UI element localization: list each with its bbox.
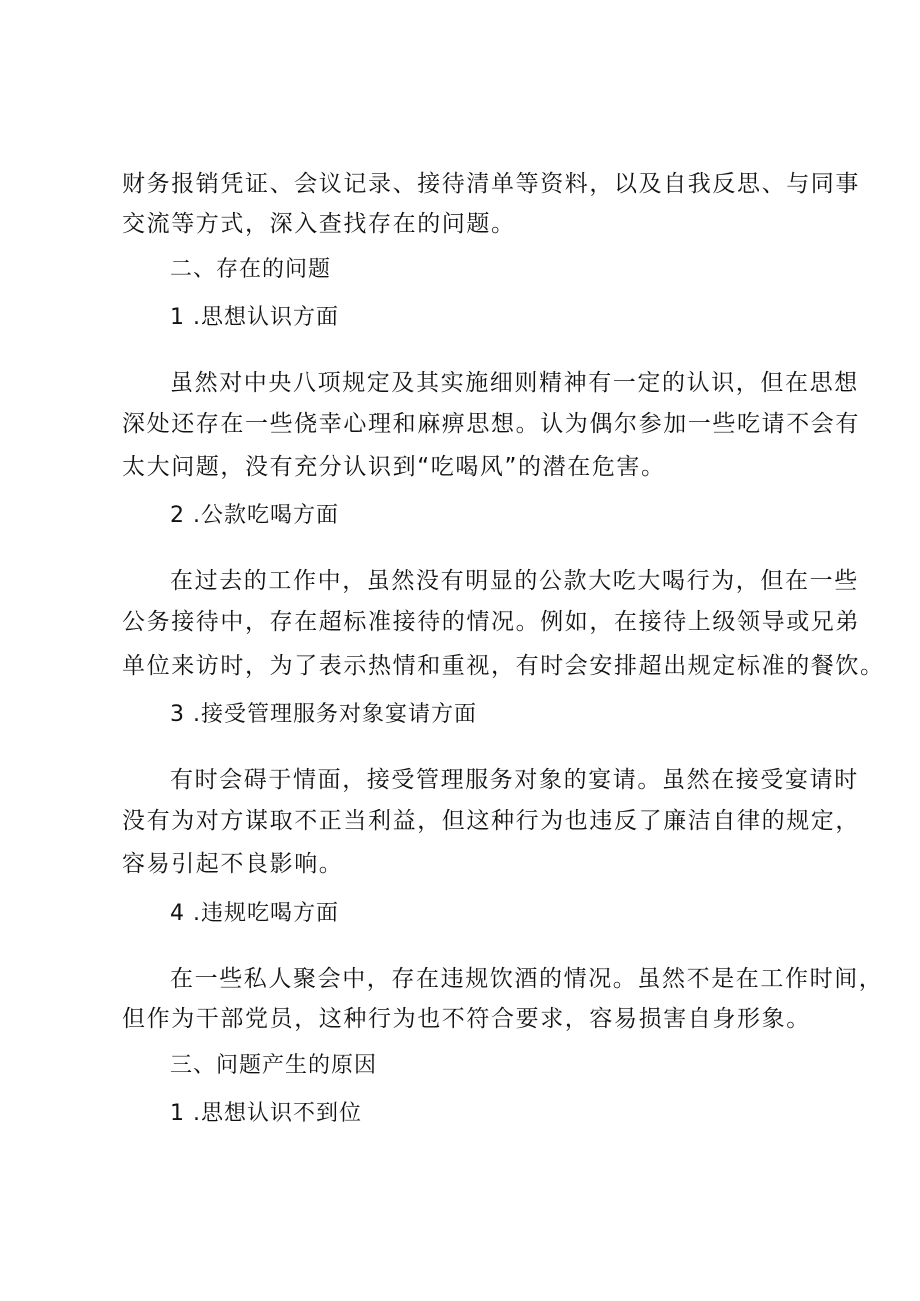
section-heading-causes: 三、问题产生的原因: [170, 1053, 378, 1078]
intro-line-2: 交流等方式，深入查找存在的问题。: [122, 211, 516, 237]
section-heading-problems: 二、存在的问题: [170, 257, 332, 282]
paragraph-line: 单位来访时，为了表示热情和重视，有时会安排超出规定标准的餐饮。: [122, 653, 885, 679]
paragraph-line: 虽然对中央八项规定及其实施细则精神有一定的认识，但在思想: [170, 370, 859, 396]
intro-line-1: 财务报销凭证、会议记录、接待清单等资料，以及自我反思、与同事: [122, 171, 860, 197]
paragraph-line: 深处还存在一些侥幸心理和麻痹思想。认为偶尔参加一些吃请不会有: [122, 411, 860, 437]
subheading-banquets: 3 .接受管理服务对象宴请方面: [170, 702, 477, 727]
subheading-insufficient-awareness: 1 .思想认识不到位: [170, 1101, 362, 1126]
paragraph-line: 公务接待中，存在超标准接待的情况。例如，在接待上级领导或兄弟: [122, 609, 860, 635]
paragraph-line: 在一些私人聚会中，存在违规饮酒的情况。虽然不是在工作时间，: [170, 966, 884, 992]
subheading-public-funds: 2 .公款吃喝方面: [170, 503, 339, 528]
subheading-ideology: 1 .思想认识方面: [170, 305, 339, 330]
paragraph-line: 有时会碍于情面，接受管理服务对象的宴请。虽然在接受宴请时: [170, 767, 859, 793]
paragraph-line: 但作为干部党员，这种行为也不符合要求，容易损害自身形象。: [122, 1006, 811, 1032]
subheading-violations: 4 .违规吃喝方面: [170, 901, 339, 926]
paragraph-line: 在过去的工作中，虽然没有明显的公款大吃大喝行为，但在一些: [170, 568, 859, 594]
paragraph-line: 容易引起不良影响。: [122, 851, 344, 877]
paragraph-line: 太大问题，没有充分认识到“吃喝风”的潜在危害。: [122, 454, 666, 480]
paragraph-line: 没有为对方谋取不正当利益，但这种行为也违反了廉洁自律的规定，: [122, 808, 860, 834]
